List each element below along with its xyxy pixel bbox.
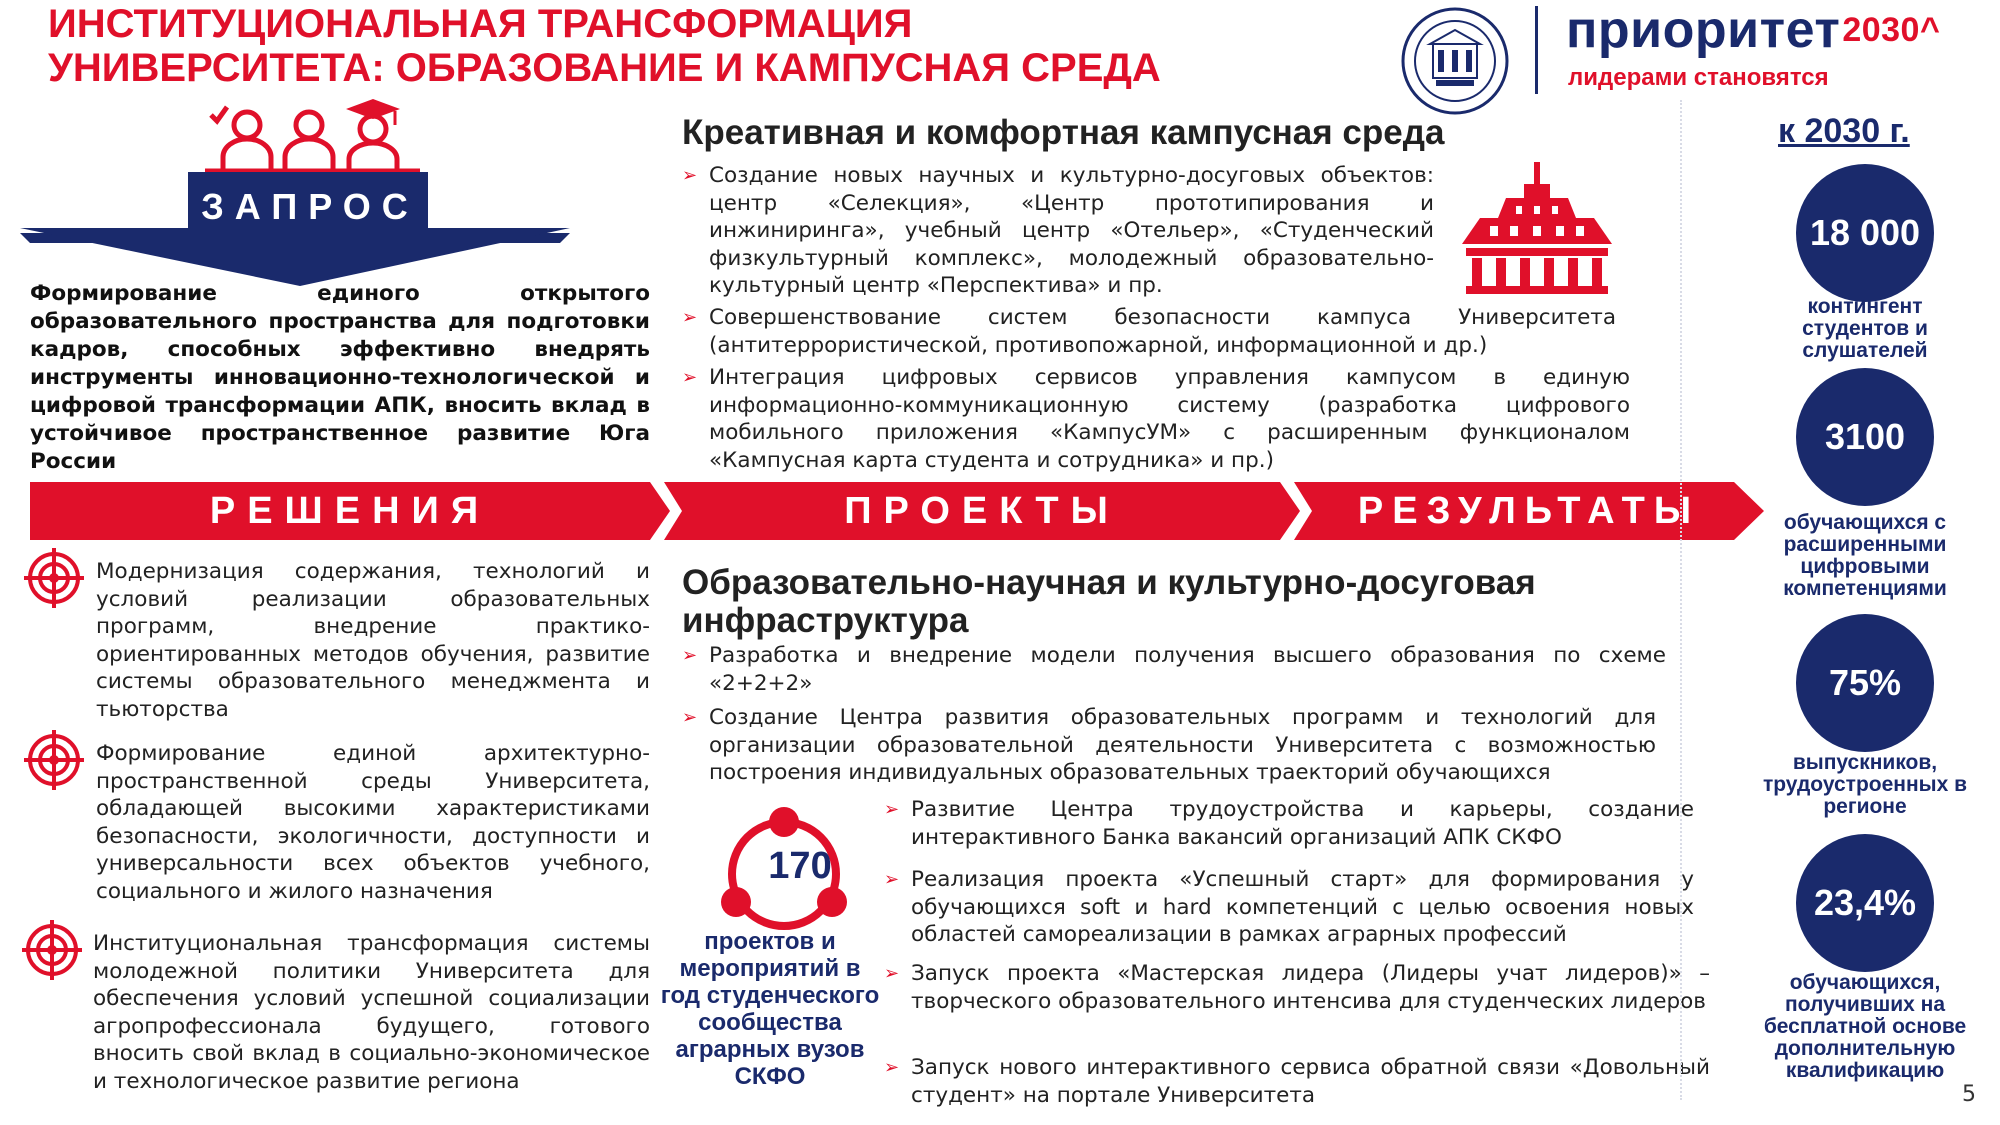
banner-projects: [664, 482, 1300, 540]
page-number: 5: [1962, 1082, 1976, 1107]
zapros-arrow-shape: [20, 228, 570, 286]
banner-results: [1294, 482, 1764, 540]
banner-projects-label: ПРОЕКТЫ: [844, 490, 1120, 532]
brand-word: приоритет: [1566, 1, 1841, 59]
brand-slogan: лидерами становятся: [1568, 64, 1829, 91]
infra-bullet-3: [884, 796, 1694, 851]
stat-170-caption: проектов и мероприятий в год студенческого сообщества аграрных вузов СКФО: [660, 928, 880, 1090]
infra-bullet-text: ➢ Реализация проекта «Успешный старт» для формирования у обучающихся soft и hard компетенций с целью освоения новых областей самореализации в рамках аграрных профессий: [884, 866, 1694, 949]
people-group-icon: [205, 95, 420, 175]
infra-heading-line-1: Образовательно-научная и культурно-досуговая: [682, 563, 1536, 602]
result-caption-4: обучающихся, получивших на бесплатной основе дополнительную квалификацию: [1763, 971, 1967, 1082]
zapros-text: Формирование единого открытого образовательного пространства для подготовки кадров, способных эффективно внедрять инструменты инновационно-технологической и цифровой трансформации АПК, вносить вклад в устойчивое пространственное развитие Юга России: [30, 281, 650, 474]
infra-bullet-5: [884, 960, 1710, 1015]
infra-bullet-6: [884, 1054, 1710, 1109]
zapros-label: ЗАПРОС: [201, 186, 419, 227]
banner-solutions: [30, 482, 670, 540]
target-icon: [22, 920, 82, 980]
infra-bullet-text: ➢ Запуск проекта «Мастерская лидера (Лидеры учат лидеров)» – творческого образовательного интенсива для студенческих лидеров: [884, 960, 1710, 1015]
result-caption-1: контингент студентов и слушателей: [1802, 295, 1928, 362]
target-icon: [24, 730, 84, 790]
infra-bullet-4: [884, 866, 1694, 949]
university-seal-icon: [1400, 6, 1510, 116]
target-icon: [24, 548, 84, 608]
campus-bullet-2: [682, 304, 1616, 359]
infra-bullet-text: ➢ Запуск нового интерактивного сервиса обратной связи «Довольный студент» на портале Университета: [884, 1054, 1710, 1109]
result-circle-3: 75%: [1796, 614, 1934, 752]
university-building-icon: [1462, 162, 1612, 294]
title-line-2: УНИВЕРСИТЕТА: ОБРАЗОВАНИЕ И КАМПУСНАЯ СРЕДА: [48, 46, 1161, 90]
title-line-1: ИНСТИТУЦИОНАЛЬНАЯ ТРАНСФОРМАЦИЯ: [48, 2, 913, 46]
campus-heading: Креативная и комфортная кампусная среда: [682, 113, 1445, 152]
infra-bullet-1: [682, 642, 1666, 697]
result-caption-3: выпускников, трудоустроенных в регионе: [1762, 751, 1968, 818]
result-circle-1: 18 000: [1796, 164, 1934, 302]
result-circle-2: 3100: [1796, 368, 1934, 506]
infra-heading: [682, 564, 1662, 640]
brand-logo: [1566, 0, 1940, 60]
banner-results-label: РЕЗУЛЬТАТЫ: [1357, 490, 1701, 532]
result-caption-2: обучающихся с расширенными цифровыми компетенциями: [1783, 511, 1947, 600]
solution-text-2: Формирование единой архитектурно-пространственной среды Университета, обладающей высокими характеристиками безопасности, экологичности, доступности и универсальности всех объектов учебного, социального и жилого назначения: [96, 741, 650, 904]
campus-bullet-text: ➢ Совершенствование систем безопасности кампуса Университета (антитеррористической, противопожарной, информационной и др.): [682, 304, 1616, 359]
campus-bullet-text: ➢ Интеграция цифровых сервисов управления кампусом в единую информационно-коммуникационную систему (разработка цифрового мобильного приложения «КампусУМ» с расширенным функционалом «Кампусная карта студента и сотрудника» и пр.): [682, 364, 1630, 474]
results-year: к 2030 г.: [1778, 112, 1910, 150]
infra-bullet-text: ➢ Разработка и внедрение модели получения высшего образования по схеме «2+2+2»: [682, 642, 1666, 697]
infra-bullet-text: ➢ Создание Центра развития образовательных программ и технологий для организации образовательной деятельности Университета с возможностью построения индивидуальных образовательных траекторий обучающихся: [682, 704, 1656, 787]
brand-year: 2030^: [1842, 11, 1941, 49]
solution-text-1: Модернизация содержания, технологий и условий реализации образовательных программ, внедрение практико-ориентированных методов обучения, развитие системы образовательного менеджмента и тьюторства: [96, 559, 650, 722]
stat-170-value: 170: [768, 845, 832, 887]
brand-divider: [1535, 6, 1538, 94]
infra-bullet-text: ➢ Развитие Центра трудоустройства и карьеры, создание интерактивного Банка вакансий организаций АПК СКФО: [884, 796, 1694, 851]
campus-bullet-text: ➢ Создание новых научных и культурно-досуговых объектов: центр «Селекция», «Центр прототипирования и инжиниринга», учебный центр «Отельер», «Студенческий физкультурный комплекс», молодежный образовательно-культурный центр «Перспектива» и пр.: [682, 162, 1434, 300]
results-divider: [1680, 100, 1684, 1100]
banner-solutions-label: РЕШЕНИЯ: [209, 490, 491, 532]
solution-text-3: Институциональная трансформация системы молодежной политики Университета для обеспечения условий успешной социализации агропрофессионала будущего, готового вносить свой вклад в социально-экономическое и технологическое развитие региона: [93, 931, 650, 1094]
infra-bullet-2: [682, 704, 1656, 787]
campus-bullet-3: [682, 364, 1630, 474]
page-title: [48, 2, 1161, 90]
result-circle-4: 23,4%: [1796, 834, 1934, 972]
infra-heading-line-2: инфраструктура: [682, 601, 969, 640]
campus-bullet-1: [682, 162, 1434, 300]
